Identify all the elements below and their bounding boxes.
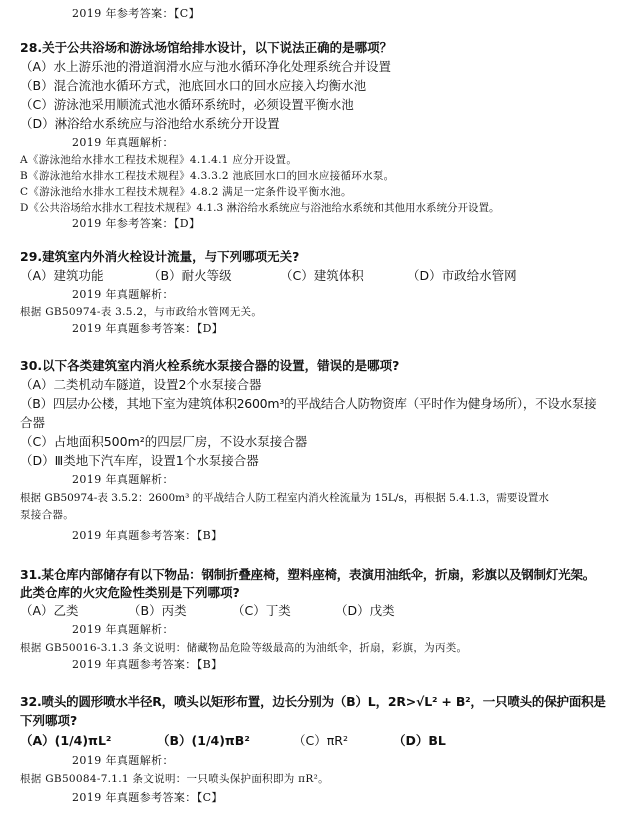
q32-option-b: （B）(1/4)πB² [157, 733, 250, 748]
question-32-title-1: 32.喷头的圆形喷水半径R，喷头以矩形布置，边长分别为（B）L，2R>√L² + B²，一只喷头的保护面积是 [20, 694, 606, 709]
q30-explanation-1: 根据 GB50974-表 3.5.2：2600m³ 的平战结合人防工程室内消火栓流量为 15L/s，再根据 5.4.1.3，需要设置水 [20, 492, 549, 504]
answer-q27: 2019 年参考答案：【C】 [72, 7, 201, 20]
q28-option-d: （D）淋浴给水系统应与浴池给水系统分开设置 [20, 116, 280, 131]
q30-option-c: （C）占地面积500m²的四层厂房，不设水泵接合器 [20, 434, 308, 449]
q29-option-d: （D）市政给水管网 [407, 268, 517, 283]
q30-option-d: （D）Ⅲ类地下汽车库，设置1个水泵接合器 [20, 453, 259, 468]
q28-option-b: （B）混合流池水循环方式，池底回水口的回水应接入均衡水池 [20, 78, 367, 93]
question-31-title-2: 此类仓库的火灾危险性类别是下列哪项? [20, 585, 240, 600]
q31-answer: 2019 年真题参考答案：【B】 [72, 658, 223, 671]
q29-option-a: （A）建筑功能 [20, 268, 104, 283]
question-28-title: 28.关于公共浴场和游泳场馆给排水设计，以下说法正确的是哪项？ [20, 40, 393, 55]
q29-option-c: （C）建筑体积 [280, 268, 364, 283]
q32-option-a: （A）(1/4)πL² [20, 733, 112, 748]
q32-answer: 2019 年真题参考答案：【C】 [72, 791, 223, 804]
q30-option-b: （B）四层办公楼，其地下室为建筑体积2600m³的平战结合人防物资库（平时作为健身场所），不设水泵接 [20, 396, 597, 411]
q28-explanation-a: A《游泳池给水排水工程技术规程》4.1.4.1 应分开设置。 [20, 154, 298, 166]
q30-option-b-cont: 合器 [20, 415, 46, 430]
q32-analysis-label: 2019 年真题解析： [72, 754, 174, 767]
q32-option-d: （D）BL [393, 733, 446, 748]
q31-analysis-label: 2019 年真题解析： [72, 623, 174, 636]
question-32-title-2: 下列哪项? [20, 713, 78, 728]
q30-analysis-label: 2019 年真题解析： [72, 473, 174, 486]
q30-explanation-2: 泵接合器。 [20, 509, 74, 521]
q32-options-row [20, 733, 446, 749]
q31-option-b: （B）丙类 [128, 603, 187, 618]
q28-option-a: （A）水上游乐池的滑道润滑水应与池水循环净化处理系统合并设置 [20, 59, 392, 74]
q28-option-c: （C）游泳池采用顺流式池水循环系统时，必须设置平衡水池 [20, 97, 354, 112]
q29-analysis-label: 2019 年真题解析： [72, 288, 174, 301]
q30-answer: 2019 年真题参考答案：【B】 [72, 529, 223, 542]
q29-options-row [20, 268, 517, 284]
q32-explanation: 根据 GB50084-7.1.1 条文说明：一只喷头保护面积即为 πR²。 [20, 773, 329, 785]
question-31-title-1: 31.某仓库内部储存有以下物品：钢制折叠座椅，塑料座椅，表演用油纸伞，折扇，彩旗以及钢制灯光架。 [20, 567, 596, 582]
q28-answer: 2019 年参考答案：【D】 [72, 217, 201, 230]
q31-option-d: （D）戊类 [335, 603, 395, 618]
question-29-title: 29.建筑室内外消火栓设计流量，与下列哪项无关? [20, 249, 300, 264]
q31-option-a: （A）乙类 [20, 603, 79, 618]
q29-explanation: 根据 GB50974-表 3.5.2，与市政给水管网无关。 [20, 306, 263, 318]
q31-explanation: 根据 GB50016-3.1.3 条文说明：储藏物品危险等级最高的为油纸伞，折扇，彩旗，为丙类。 [20, 642, 468, 654]
question-30-title: 30.以下各类建筑室内消火栓系统水泵接合器的设置，错误的是哪项? [20, 358, 400, 373]
q29-answer: 2019 年真题参考答案：【D】 [72, 322, 224, 335]
q28-explanation-d: D《公共浴场给水排水工程技术规程》4.1.3 淋浴给水系统应与浴池给水系统和其他用水系统分开设置。 [20, 202, 500, 214]
q31-options-row [20, 603, 395, 619]
q30-option-a: （A）二类机动车隧道，设置2个水泵接合器 [20, 377, 262, 392]
q31-option-c: （C）丁类 [232, 603, 291, 618]
q28-explanation-c: C《游泳池给水排水工程技术规程》4.8.2 满足一定条件设平衡水池。 [20, 186, 352, 198]
q29-option-b: （B）耐火等级 [148, 268, 232, 283]
q28-analysis-label: 2019 年真题解析： [72, 136, 174, 149]
q32-option-c: （C）πR² [293, 733, 348, 748]
q28-explanation-b: B《游泳池给水排水工程技术规程》4.3.3.2 池底回水口的回水应接循环水泵。 [20, 170, 395, 182]
